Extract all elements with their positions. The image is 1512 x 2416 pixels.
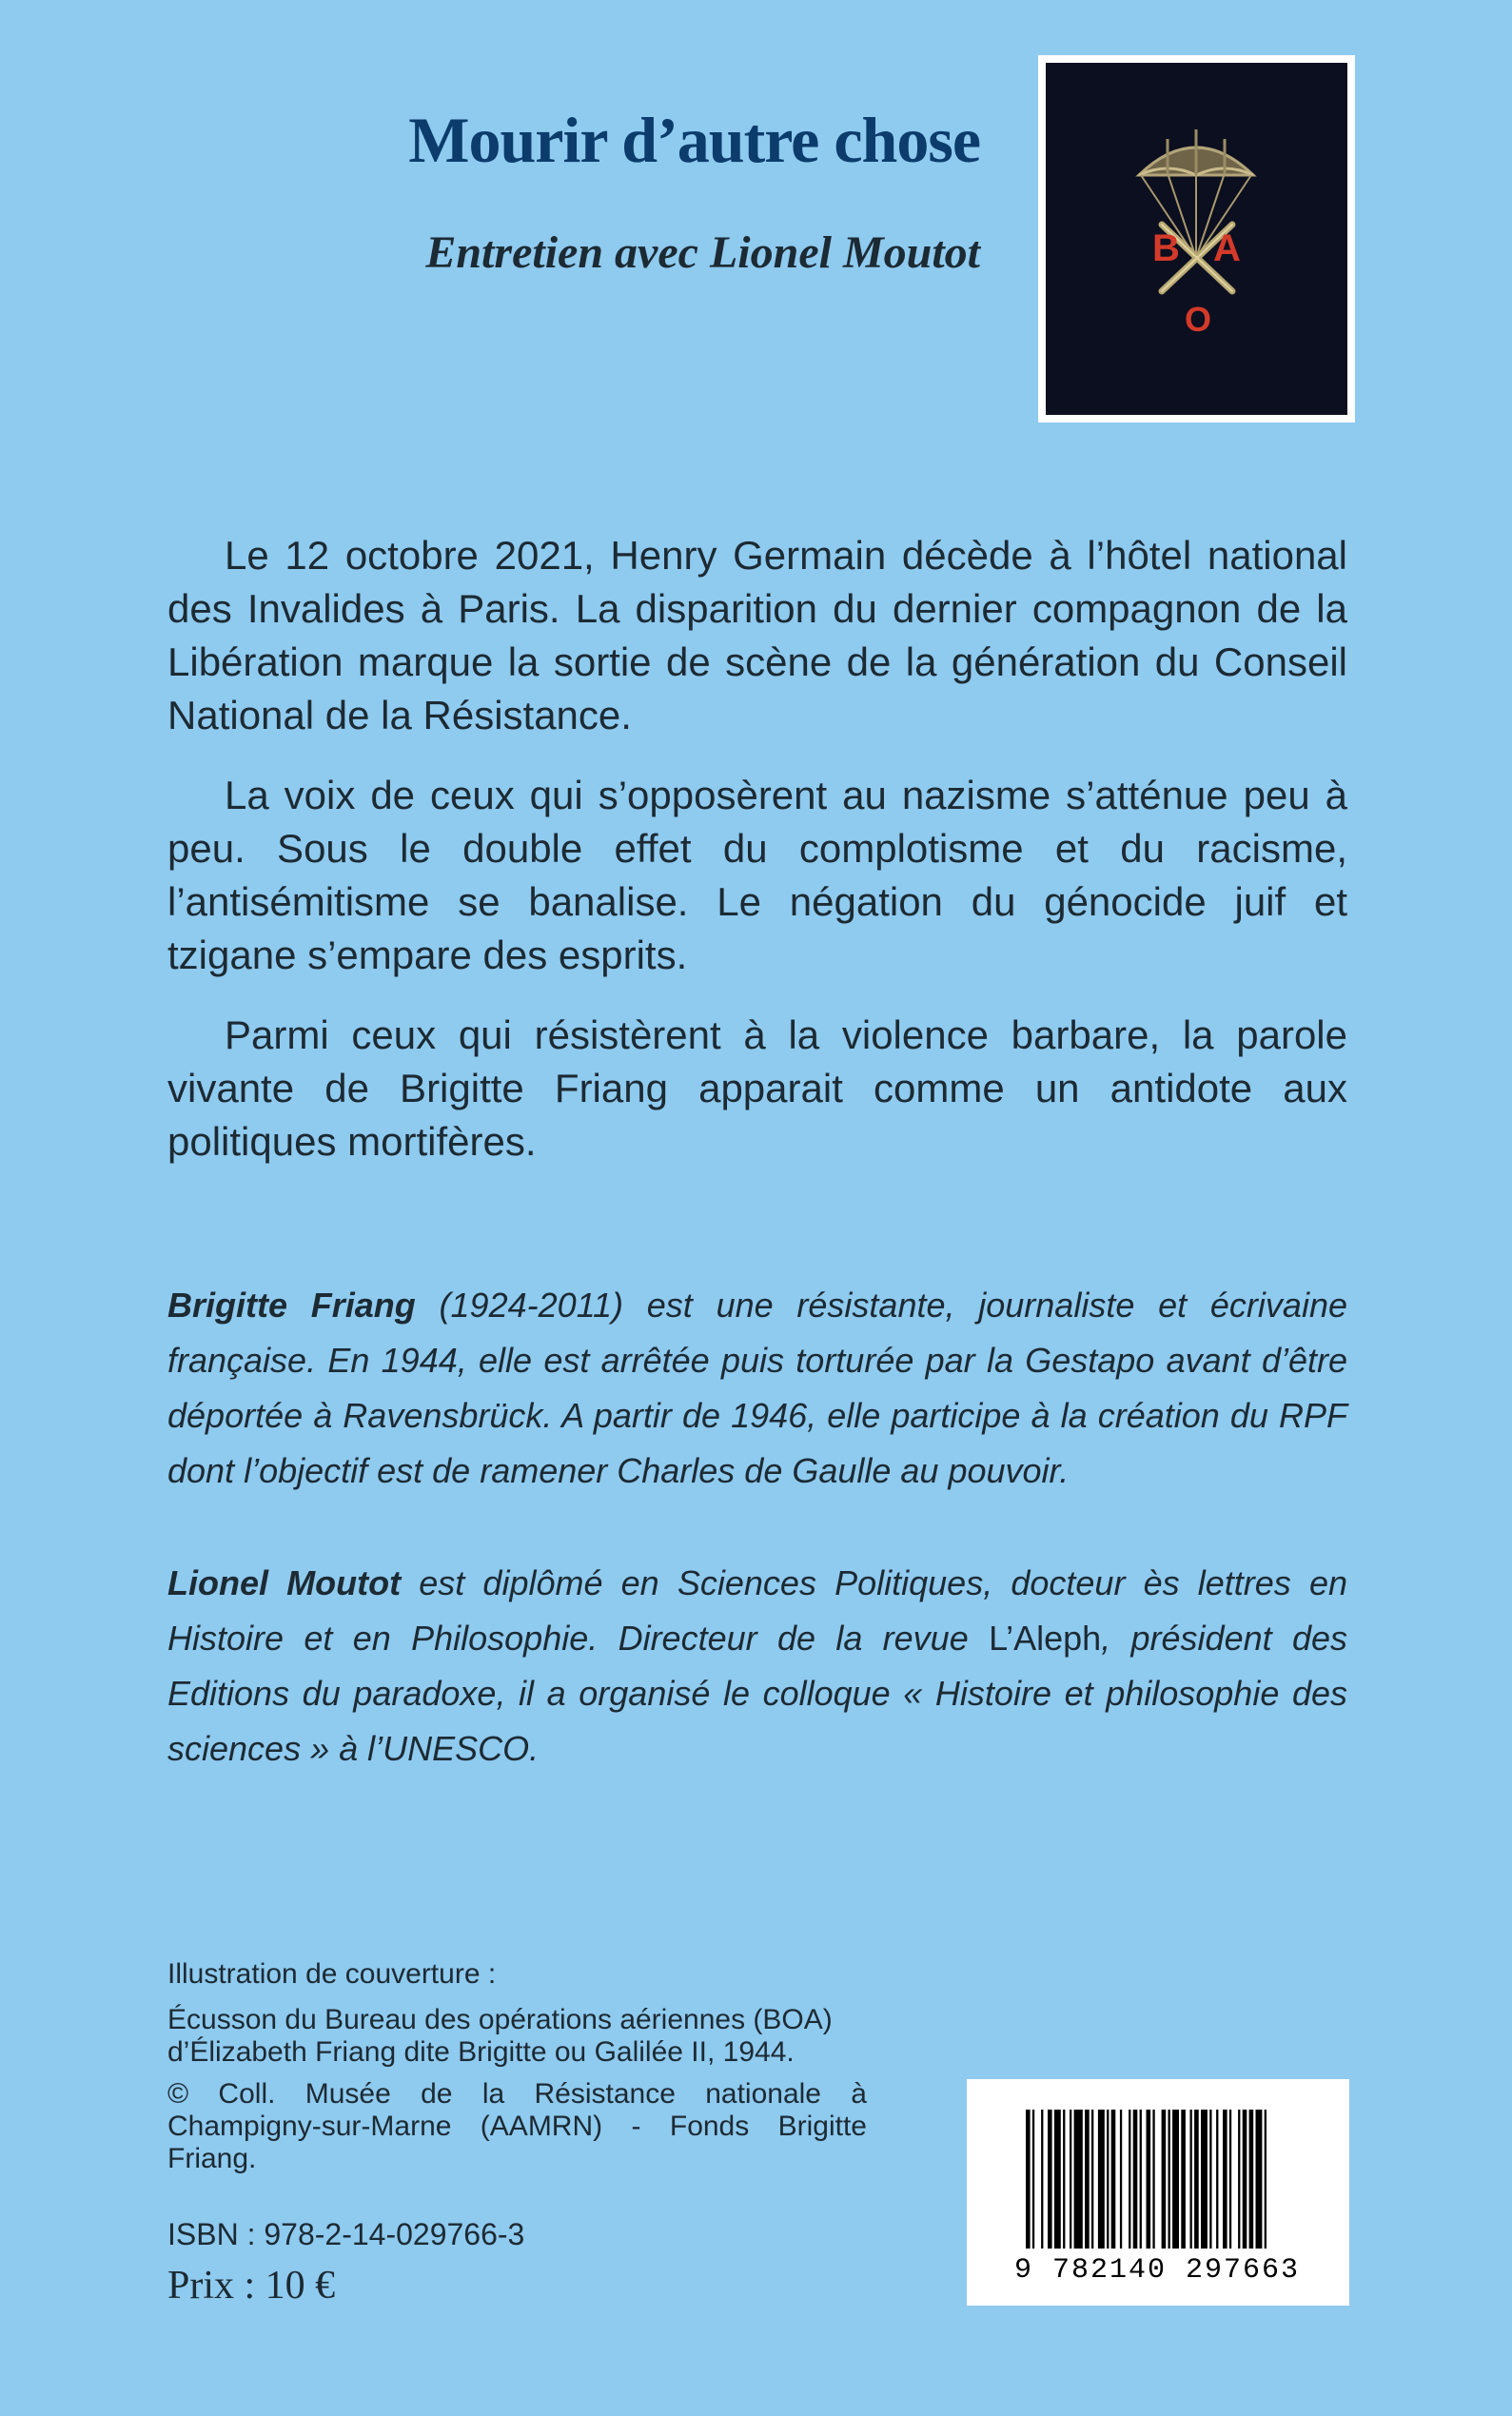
cover-illustration-background [1046,63,1347,415]
author-bio-friang [167,1278,1347,1499]
barcode-bar [1111,2110,1116,2249]
barcode-bar [1181,2110,1186,2249]
blurb-paragraph: Le 12 octobre 2021, Henry Germain décède à l’hôtel national des Invalides à Paris. La disparition du dernier compagnon de la Libération marque la sortie de scène de la génération du Conseil National de la Résistance. [167,533,1347,737]
barcode-graphic [967,2079,1349,2306]
parachute-badge-icon [1046,63,1347,415]
back-cover-blurb [167,529,1347,1195]
cover-illustration [1038,55,1355,422]
credits-heading: Illustration de couverture : [167,1958,497,1990]
barcode-bar [1172,2110,1179,2249]
barcode-bar [1063,2110,1065,2249]
book-title: Mourir d’autre chose [408,104,980,176]
author-bio-moutot [167,1556,1347,1777]
barcode-bars [1026,2110,1267,2249]
author-bio-text: , président des Editions du paradoxe, il a organisé le colloque « Histoire et philosophie des sciences » à l’UNESCO. [167,1619,1347,1768]
barcode-bar [1091,2110,1093,2249]
barcode-bar [1041,2110,1043,2249]
author-bio-text: est diplômé en Sciences Politiques, docteur ès lettres en Histoire et en Philosophie. Directeur de la revue [167,1563,1347,1658]
barcode-bar [1026,2110,1031,2249]
barcode-bar [1243,2110,1247,2249]
credits-copyright: © Coll. Musée de la Résistance nationale à Champigny-sur-Marne (AAMRN) - Fonds Brigitte Friang. [167,2078,867,2174]
cover-letter-o: O [1185,300,1212,339]
author-name: Lionel Moutot [167,1563,402,1602]
barcode-bar [1054,2110,1061,2249]
blurb-paragraph: Parmi ceux qui résistèrent à la violence barbare, la parole vivante de Brigitte Friang apparait comme un antidote aux politiques mortifères. [167,1012,1347,1164]
barcode-bar [1048,2110,1052,2249]
barcode-bar [1249,2110,1254,2249]
barcode-bar [1216,2110,1218,2249]
barcode-bar [1190,2110,1192,2249]
barcode-bar [1194,2110,1199,2249]
credits-line: Écusson du Bureau des opérations aériennes (BOA) [167,2004,833,2035]
barcode-bar [1107,2110,1109,2249]
barcode-bar [1152,2110,1154,2249]
barcode-bar [1223,2110,1227,2249]
barcode-digits: 9 782140 297663 [1013,2254,1301,2287]
book-subtitle: Entretien avec Lionel Moutot [425,227,980,278]
author-bio-text: (1924-2011) est une résistante, journaliste et écrivaine française. En 1944, elle est arrêtée puis torturée par la Gestapo avant d’être déportée à Ravensbrück. A partir de 1946, elle participe à la création du RPF dont l’objectif est de ramener Charles de Gaulle au pouvoir. [167,1286,1347,1490]
barcode [967,2079,1349,2306]
blurb-paragraph: La voix de ceux qui s’opposèrent au nazisme s’atténue peu à peu. Sous le double effet du complotisme et du racisme, l’antisémitisme se banalise. Le négation du génocide juif et tzigane s’empare des esprits. [167,773,1347,977]
barcode-bar [1032,2110,1034,2249]
barcode-bar [1085,2110,1090,2249]
price-label: Prix : 10 € [167,2264,336,2308]
barcode-bar [1229,2110,1231,2249]
barcode-bar [1209,2110,1211,2249]
barcode-bar [1129,2110,1130,2249]
cover-letter-a: A [1213,227,1241,269]
isbn-number: ISBN : 978-2-14-029766-3 [167,2217,525,2251]
barcode-bar [1140,2110,1142,2249]
barcode-bar [1265,2110,1267,2249]
author-name: Brigitte Friang [167,1286,416,1325]
barcode-bar [1168,2110,1170,2249]
barcode-bar [1162,2110,1167,2249]
barcode-bar [1147,2110,1151,2249]
illustration-credits [167,1958,867,2185]
barcode-bar [1201,2110,1208,2249]
barcode-bar [1133,2110,1138,2249]
barcode-bar [1074,2110,1083,2249]
barcode-bar [1238,2110,1240,2249]
credits-line: d’Élizabeth Friang dite Brigitte ou Galilée II, 1944. [167,2036,795,2068]
barcode-bar [1070,2110,1071,2249]
barcode-bar [1120,2110,1122,2249]
barcode-bar [1256,2110,1263,2249]
cover-letter-b: B [1152,227,1180,269]
barcode-bar [1098,2110,1105,2249]
journal-name: L’Aleph [989,1619,1102,1658]
